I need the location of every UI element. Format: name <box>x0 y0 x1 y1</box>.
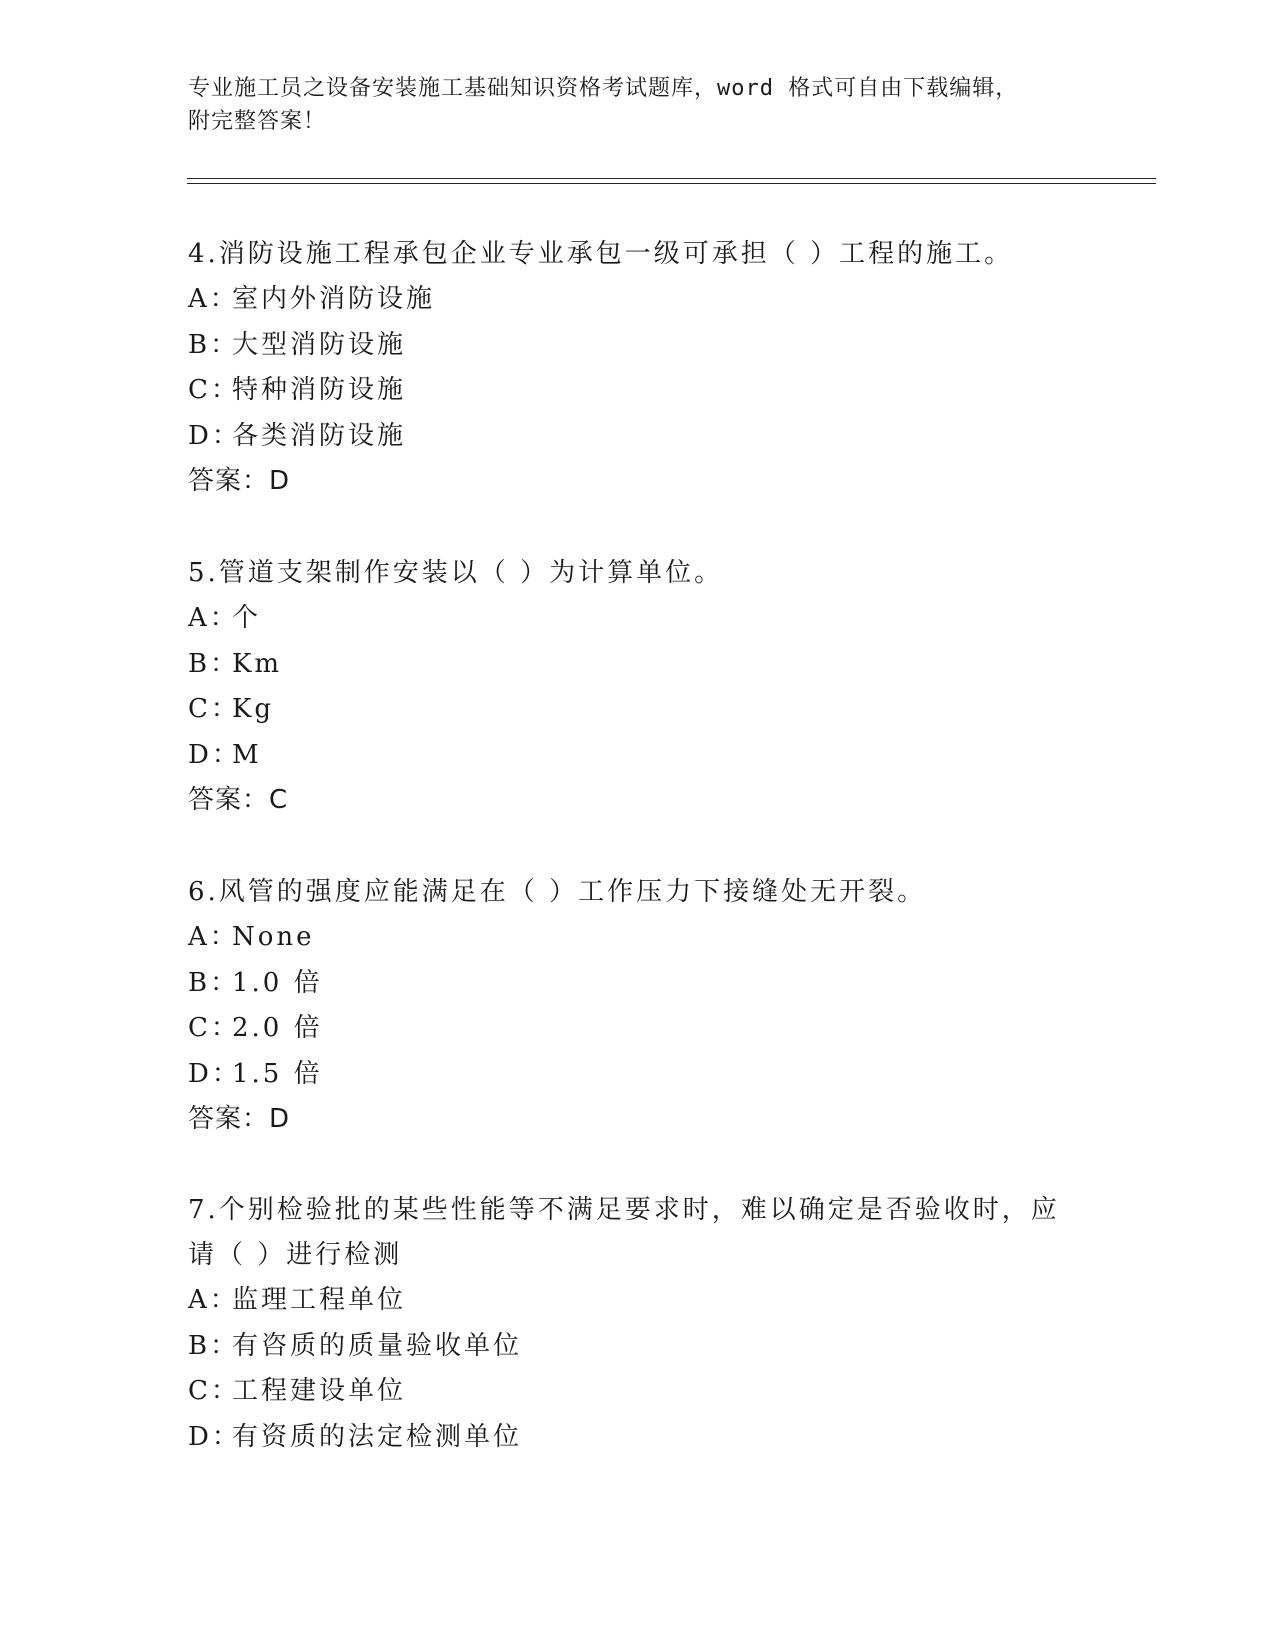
option-c <box>188 1006 1088 1052</box>
question-stem: 4.消防设施工程承包企业专业承包一级可承担（ ）工程的施工。 <box>188 239 1014 269</box>
option-letter: B： <box>188 967 240 998</box>
option-d <box>188 414 1088 460</box>
option-text: 各类消防设施 <box>232 420 407 451</box>
option-text: 有咨质的质量验收单位 <box>232 1330 523 1361</box>
answer: 答案：D <box>188 466 291 496</box>
option-text: 监理工程单位 <box>232 1285 407 1315</box>
option-letter: C： <box>188 375 240 405</box>
question-stem: 6.风管的强度应能满足在（ ）工作压力下接缝处无开裂。 <box>188 877 927 907</box>
option-letter: A： <box>188 922 239 952</box>
question-stem: 7.个别检验批的某些性能等不满足要求时，难以确定是否验收时，应请（ ）进行检测 <box>188 1195 1060 1270</box>
option-b <box>188 642 1088 688</box>
option-text: 有资质的法定检测单位 <box>232 1421 523 1452</box>
option-text: Km <box>232 648 283 679</box>
option-c <box>188 687 1088 733</box>
question-6 <box>188 870 1088 1142</box>
option-b <box>188 323 1088 369</box>
option-letter: A： <box>188 1285 239 1315</box>
option-b <box>188 1324 1088 1370</box>
option-text: 特种消防设施 <box>232 375 407 405</box>
option-d <box>188 733 1088 779</box>
option-letter: D： <box>188 739 241 770</box>
option-letter: A： <box>188 603 239 633</box>
question-4 <box>188 232 1088 504</box>
option-a <box>188 277 1088 323</box>
option-d <box>188 1415 1088 1461</box>
answer: 答案：D <box>188 1104 291 1134</box>
header-divider-bottom <box>187 183 1156 184</box>
question-5 <box>188 551 1088 823</box>
option-d <box>188 1052 1088 1098</box>
option-letter: C： <box>188 694 240 724</box>
question-stem: 5.管道支架制作安装以（ ）为计算单位。 <box>188 558 724 588</box>
document-header <box>188 72 1068 138</box>
option-text: M <box>232 739 262 770</box>
option-text: 2.0 倍 <box>232 1013 323 1043</box>
option-a <box>188 596 1088 642</box>
option-c <box>188 368 1088 414</box>
option-text: 工程建设单位 <box>232 1376 407 1406</box>
option-letter: A： <box>188 284 239 314</box>
option-text: 大型消防设施 <box>232 329 407 360</box>
option-text: 室内外消防设施 <box>232 284 436 314</box>
option-text: 1.5 倍 <box>232 1058 323 1089</box>
option-text: 1.0 倍 <box>232 967 323 998</box>
option-text: 个 <box>232 603 262 633</box>
option-letter: C： <box>188 1013 240 1043</box>
option-text: Kg <box>232 694 275 724</box>
option-letter: C： <box>188 1376 240 1406</box>
header-line-2: 附完整答案！ <box>188 109 327 134</box>
header-divider-top <box>187 178 1156 179</box>
option-a <box>188 915 1088 961</box>
option-c <box>188 1369 1088 1415</box>
option-letter: B： <box>188 648 240 679</box>
option-a <box>188 1278 1088 1324</box>
option-letter: D： <box>188 420 241 451</box>
option-letter: D： <box>188 1421 241 1452</box>
option-b <box>188 961 1088 1007</box>
option-letter: B： <box>188 329 240 360</box>
answer: 答案：C <box>188 785 289 815</box>
option-text: None <box>232 922 315 952</box>
option-letter: D： <box>188 1058 241 1089</box>
question-7 <box>188 1188 1088 1460</box>
option-letter: B： <box>188 1330 240 1361</box>
header-line-1: 专业施工员之设备安装施工基础知识资格考试题库，word 格式可自由下载编辑， <box>188 76 1019 101</box>
